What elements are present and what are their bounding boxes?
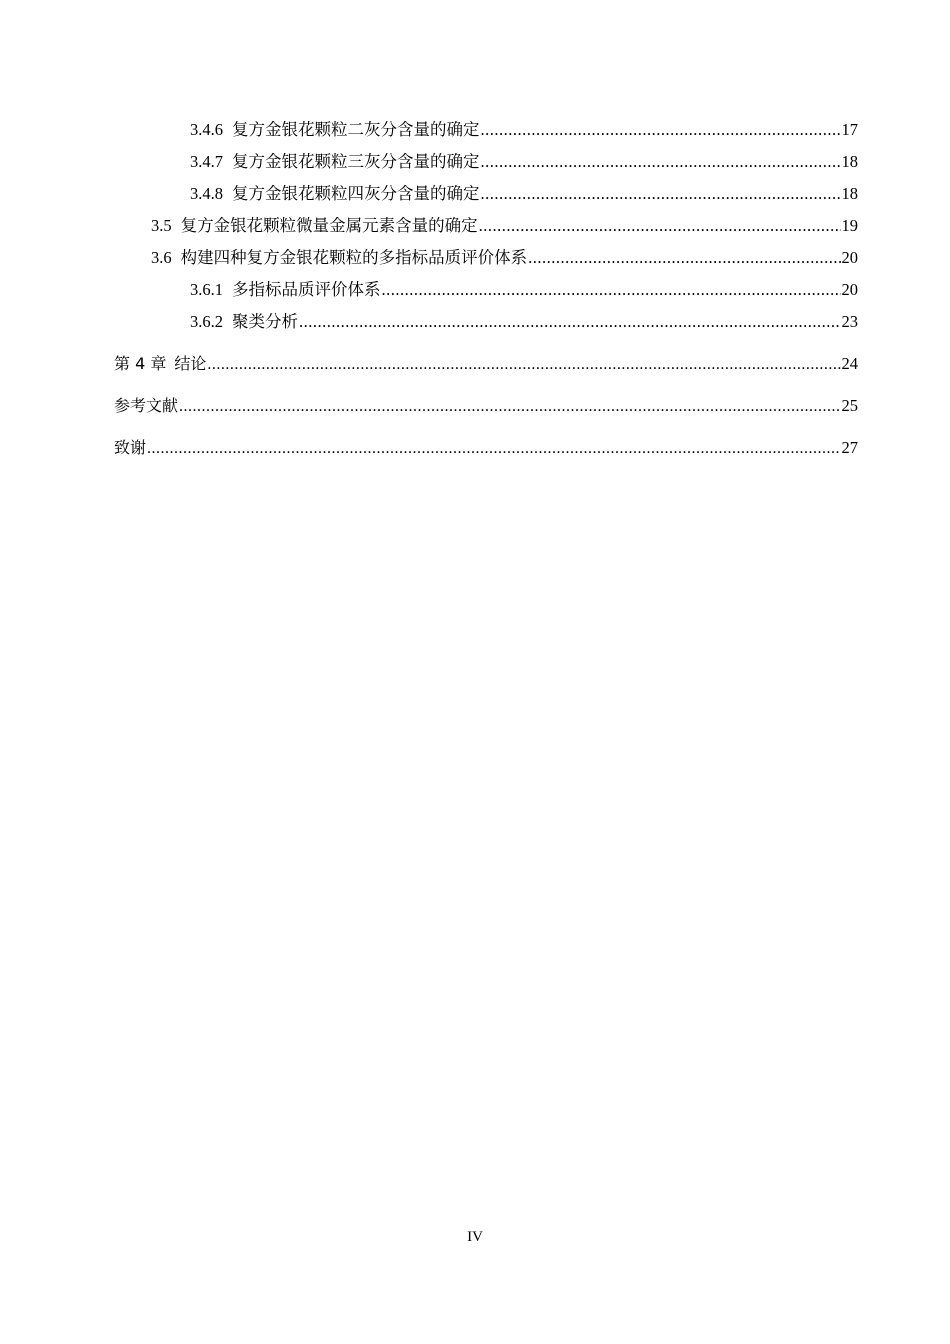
toc-entry-title: 构建四种复方金银花颗粒的多指标品质评价体系 xyxy=(180,248,528,267)
toc-leader-dots xyxy=(479,215,841,237)
toc-entry-3-4-7[interactable] xyxy=(190,151,858,173)
toc-leader-dots xyxy=(179,396,840,418)
toc-entry-title: 复方金银花颗粒微量金属元素含量的确定 xyxy=(180,216,478,235)
toc-entry-3-4-8[interactable] xyxy=(190,183,858,205)
page-number-footer: IV xyxy=(467,1229,483,1245)
toc-entry-page: 23 xyxy=(841,312,858,331)
toc-entry-3-5[interactable] xyxy=(151,215,858,237)
toc-entry-3-6-1[interactable] xyxy=(190,279,858,301)
toc-entry-title: 复方金银花颗粒三灰分含量的确定 xyxy=(232,152,480,171)
toc-entry-number: 3.4.6 xyxy=(190,120,223,139)
toc-leader-dots xyxy=(299,311,841,333)
toc-entry-number: 3.4.7 xyxy=(190,152,223,171)
toc-entry-page: 18 xyxy=(841,152,858,171)
toc-entry-references[interactable] xyxy=(114,395,858,418)
toc-entry-title: 复方金银花颗粒四灰分含量的确定 xyxy=(232,184,480,203)
toc-entry-3-6-2[interactable] xyxy=(190,311,858,333)
toc-entry-title: 致谢 xyxy=(114,438,147,457)
toc-entry-3-4-6[interactable] xyxy=(190,119,858,141)
toc-entry-number: 3.6.2 xyxy=(190,312,223,331)
toc-entry-title: 结论 xyxy=(174,354,207,373)
toc-leader-dots xyxy=(207,354,840,376)
toc-leader-dots xyxy=(382,279,841,301)
toc-entry-page: 18 xyxy=(841,184,858,203)
toc-leader-dots xyxy=(147,438,840,460)
toc-entry-page: 25 xyxy=(841,396,858,415)
toc-entry-number: 第 4 章 xyxy=(114,354,167,373)
toc-leader-dots xyxy=(481,183,841,205)
toc-entry-3-6[interactable] xyxy=(151,247,858,269)
toc-entry-number: 3.6 xyxy=(151,248,172,267)
toc-entry-page: 17 xyxy=(841,120,858,139)
toc-leader-dots xyxy=(481,151,841,173)
toc-entry-title: 参考文献 xyxy=(114,396,179,415)
toc-entry-page: 24 xyxy=(841,354,858,373)
toc-entry-title: 聚类分析 xyxy=(232,312,298,331)
toc-entry-title: 复方金银花颗粒二灰分含量的确定 xyxy=(232,120,480,139)
toc-entry-page: 19 xyxy=(841,216,858,235)
toc-entry-number: 3.6.1 xyxy=(190,280,223,299)
toc-entry-number: 3.4.8 xyxy=(190,184,223,203)
toc-leader-dots xyxy=(528,247,840,269)
toc-entry-page: 27 xyxy=(841,438,858,457)
toc-entry-number: 3.5 xyxy=(151,216,172,235)
toc-leader-dots xyxy=(481,119,841,141)
toc-entry-page: 20 xyxy=(841,280,858,299)
toc-entry-page: 20 xyxy=(841,248,858,267)
toc-entry-title: 多指标品质评价体系 xyxy=(232,280,381,299)
toc-entry-acknowledgements[interactable] xyxy=(114,437,858,460)
toc-entry-chapter-4[interactable] xyxy=(114,353,858,376)
